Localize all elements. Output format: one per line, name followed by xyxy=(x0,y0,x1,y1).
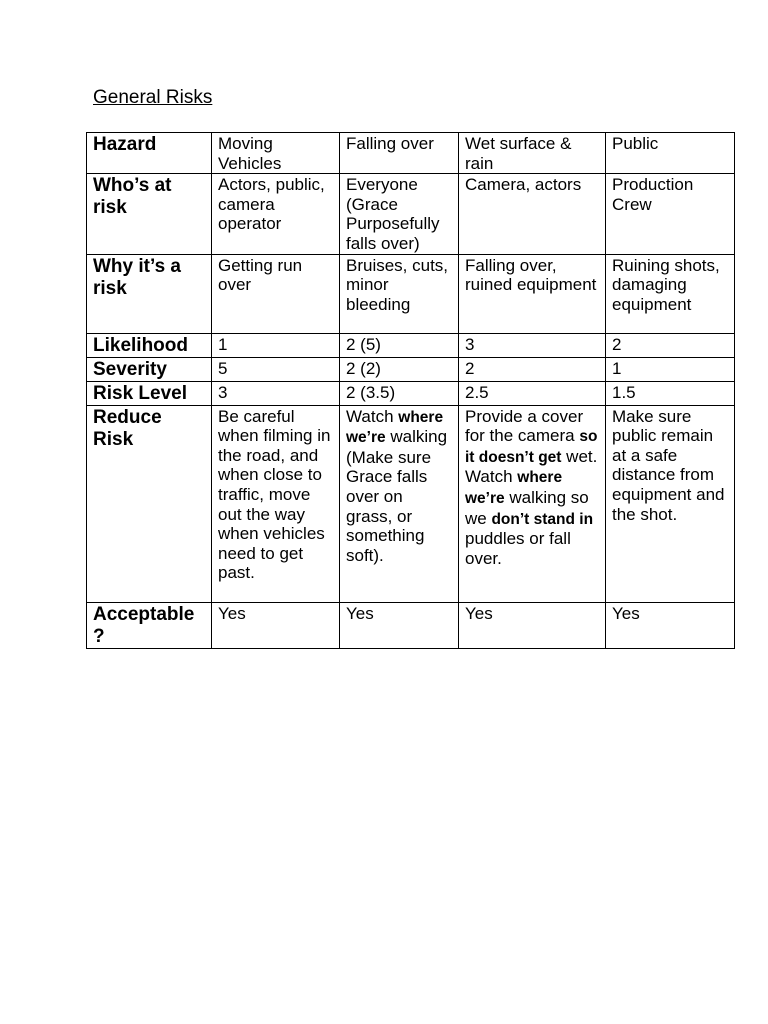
table-row xyxy=(87,333,735,357)
table-cell: Falling over, ruined equipment xyxy=(459,254,606,333)
table-cell: Make sure public remain at a safe distance from equipment and the shot. xyxy=(606,405,735,602)
table-cell: Getting run over xyxy=(212,254,340,333)
table-cell: 3 xyxy=(459,333,606,357)
table-cell: 2 (5) xyxy=(340,333,459,357)
row-header: Reduce Risk xyxy=(87,405,212,602)
table-row xyxy=(87,381,735,405)
table-cell: 2.5 xyxy=(459,381,606,405)
table-cell: Moving Vehicles xyxy=(212,133,340,174)
table-cell: Camera, actors xyxy=(459,174,606,254)
table-row xyxy=(87,602,735,648)
row-header: Who’s at risk xyxy=(87,174,212,254)
table-cell: Production Crew xyxy=(606,174,735,254)
row-header: Severity xyxy=(87,357,212,381)
table-cell: 3 xyxy=(212,381,340,405)
table-cell: 2 (3.5) xyxy=(340,381,459,405)
row-header: Hazard xyxy=(87,133,212,174)
row-header: Risk Level xyxy=(87,381,212,405)
table-cell: Ruining shots, damaging equipment xyxy=(606,254,735,333)
risk-assessment-table xyxy=(86,132,735,649)
table-cell: Provide a cover for the camera so it doesn’t get wet. Watch where we’re walking so we don’t stand in puddles or fall over. xyxy=(459,405,606,602)
table-cell: 2 (2) xyxy=(340,357,459,381)
table-cell: Actors, public, camera operator xyxy=(212,174,340,254)
table-cell: 5 xyxy=(212,357,340,381)
table-cell: 1.5 xyxy=(606,381,735,405)
table-cell: Yes xyxy=(212,602,340,648)
row-header: Acceptable ? xyxy=(87,602,212,648)
table-row xyxy=(87,405,735,602)
table-cell: Be careful when filming in the road, and when close to traffic, move out the way when vehicles need to get past. xyxy=(212,405,340,602)
table-cell: Wet surface & rain xyxy=(459,133,606,174)
row-header: Why it’s a risk xyxy=(87,254,212,333)
table-cell: 2 xyxy=(606,333,735,357)
document-title: General Risks xyxy=(93,87,213,108)
table-cell: 1 xyxy=(606,357,735,381)
table-row xyxy=(87,133,735,174)
table-cell: 2 xyxy=(459,357,606,381)
table-row xyxy=(87,357,735,381)
row-header: Likelihood xyxy=(87,333,212,357)
table-cell: Yes xyxy=(340,602,459,648)
table-row xyxy=(87,174,735,254)
table-cell: Public xyxy=(606,133,735,174)
table-cell: Yes xyxy=(606,602,735,648)
table-cell: Watch where we’re walking (Make sure Grace falls over on grass, or something soft). xyxy=(340,405,459,602)
table-cell: Everyone (Grace Purposefully falls over) xyxy=(340,174,459,254)
table-cell: Bruises, cuts, minor bleeding xyxy=(340,254,459,333)
table-cell: Falling over xyxy=(340,133,459,174)
table-cell: 1 xyxy=(212,333,340,357)
table-cell: Yes xyxy=(459,602,606,648)
table-row xyxy=(87,254,735,333)
